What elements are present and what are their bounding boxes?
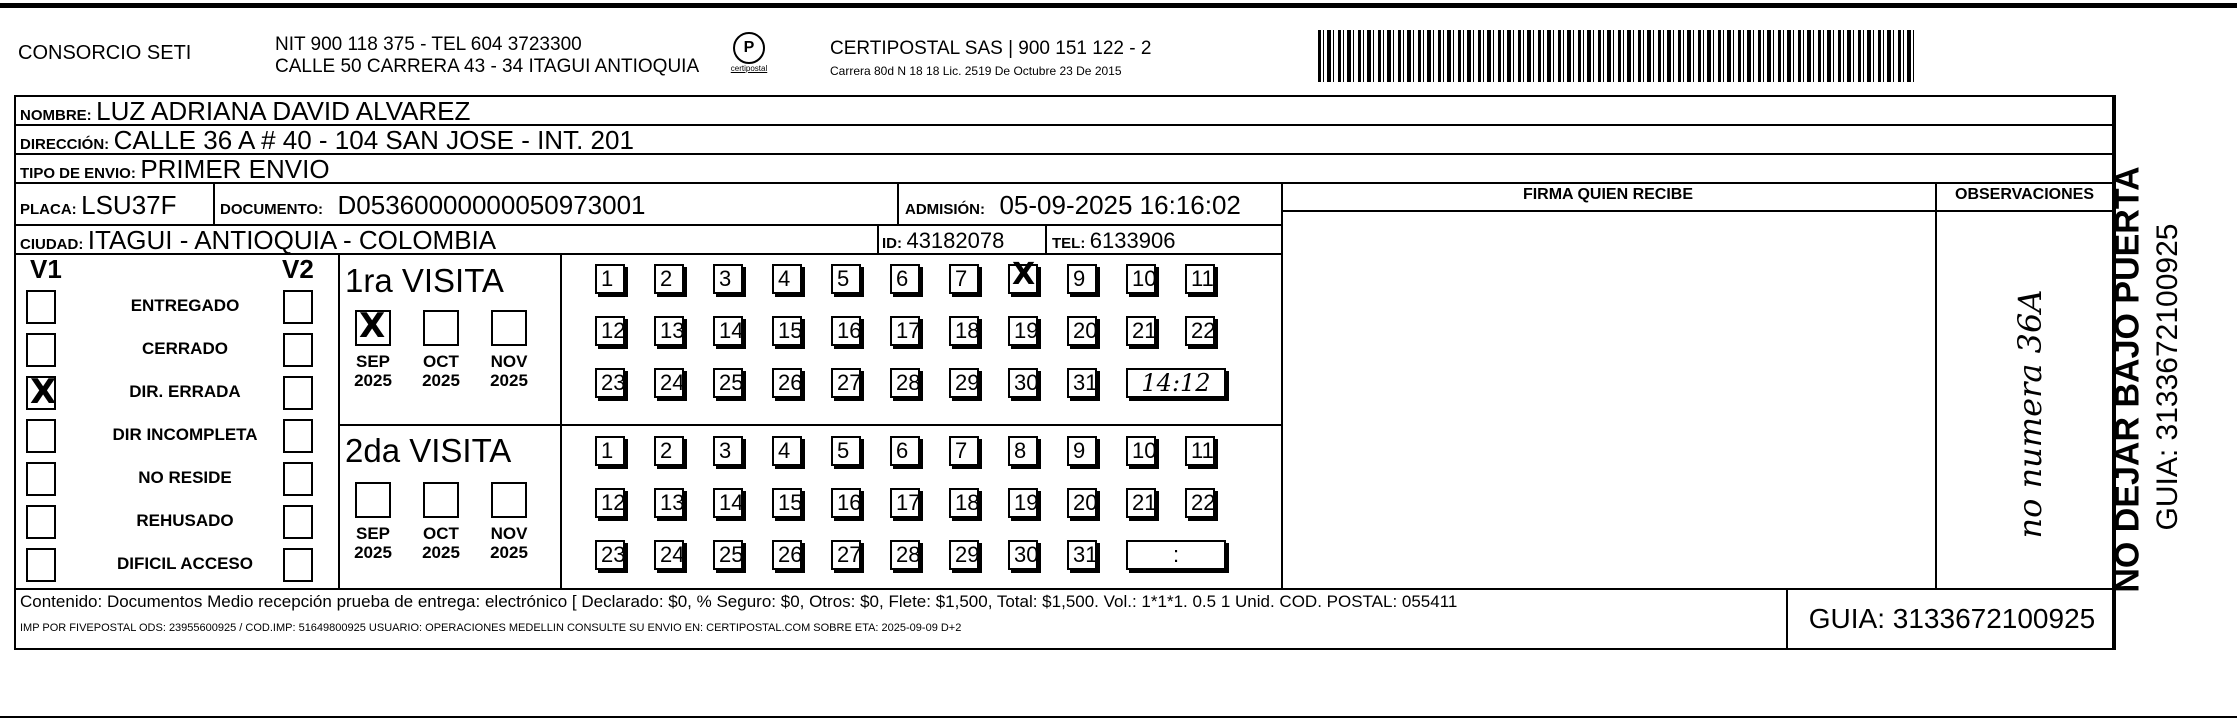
day-box[interactable]: 15 bbox=[772, 316, 802, 346]
day-box[interactable]: 31 bbox=[1067, 540, 1097, 570]
month-checkbox[interactable] bbox=[423, 482, 459, 518]
day-box[interactable]: 30 bbox=[1008, 540, 1038, 570]
v1-label: V1 bbox=[30, 254, 62, 284]
visit1-title: 1ra VISITA bbox=[345, 262, 504, 299]
row-line bbox=[14, 588, 2114, 590]
day-box[interactable]: 18 bbox=[949, 488, 979, 518]
col-line bbox=[877, 224, 879, 253]
documento-row bbox=[220, 190, 646, 221]
top-rule bbox=[0, 3, 2237, 8]
month-year: 2025 bbox=[354, 543, 392, 562]
day-box[interactable]: 7 bbox=[949, 264, 979, 294]
month-label bbox=[416, 524, 466, 562]
month-year: 2025 bbox=[490, 371, 528, 390]
month-year: 2025 bbox=[490, 543, 528, 562]
documento-value: D05360000000050973001 bbox=[337, 190, 646, 220]
month-name: OCT bbox=[423, 352, 459, 371]
month-name: SEP bbox=[355, 352, 391, 371]
col-line bbox=[560, 253, 562, 588]
tipo-row bbox=[20, 154, 330, 185]
day-box[interactable]: 25 bbox=[713, 540, 743, 570]
day-box[interactable]: 31 bbox=[1067, 368, 1097, 398]
tel-value: 6133906 bbox=[1089, 228, 1176, 253]
nombre-row bbox=[20, 96, 470, 127]
company-nit: NIT 900 118 375 - TEL 604 3723300 bbox=[275, 34, 582, 55]
tipo-label: TIPO DE ENVIO: bbox=[20, 165, 136, 182]
v1-checkbox[interactable] bbox=[26, 376, 56, 410]
day-box[interactable]: 16 bbox=[831, 488, 861, 518]
day-x-mark: X bbox=[1012, 257, 1036, 292]
day-box[interactable]: 6 bbox=[890, 436, 920, 466]
direccion-label: DIRECCIÓN: bbox=[20, 136, 110, 153]
day-box[interactable]: 7 bbox=[949, 436, 979, 466]
day-box[interactable]: 17 bbox=[890, 316, 920, 346]
company-name: CONSORCIO SETI bbox=[18, 42, 192, 64]
status-label: ENTREGADO bbox=[130, 296, 240, 315]
time-box[interactable]: 14:12 bbox=[1126, 368, 1226, 398]
admision-row bbox=[905, 190, 1241, 221]
certipostal-logo bbox=[724, 32, 774, 82]
barcode bbox=[1318, 30, 1918, 82]
col-line bbox=[338, 253, 340, 588]
col-line bbox=[1935, 182, 1937, 588]
v1-checkbox[interactable] bbox=[26, 462, 56, 496]
day-box[interactable]: 23 bbox=[595, 540, 625, 570]
day-box[interactable]: 9 bbox=[1067, 436, 1097, 466]
v1-checkbox[interactable] bbox=[26, 290, 56, 324]
v2-checkbox[interactable] bbox=[283, 505, 313, 539]
day-box[interactable]: 12 bbox=[595, 316, 625, 346]
day-box[interactable]: 5 bbox=[831, 264, 861, 294]
day-box[interactable]: 27 bbox=[831, 368, 861, 398]
day-box[interactable]: 18 bbox=[949, 316, 979, 346]
month-checkbox[interactable] bbox=[491, 482, 527, 518]
month-label bbox=[484, 352, 534, 390]
day-box[interactable]: 13 bbox=[654, 488, 684, 518]
day-box[interactable]: 9 bbox=[1067, 264, 1097, 294]
admision-label: ADMISIÓN: bbox=[905, 201, 985, 218]
documento-label: DOCUMENTO: bbox=[220, 201, 324, 218]
month-checkbox[interactable] bbox=[355, 310, 391, 346]
day-box[interactable]: 15 bbox=[772, 488, 802, 518]
row-line bbox=[338, 424, 1281, 426]
day-box[interactable]: 22 bbox=[1185, 316, 1215, 346]
day-box[interactable]: 10 bbox=[1126, 436, 1156, 466]
v2-checkbox[interactable] bbox=[283, 548, 313, 582]
status-label: DIR. ERRADA bbox=[129, 382, 241, 401]
logo-mark: P bbox=[733, 32, 765, 64]
footer-contenido: Contenido: Documentos Medio recepción prueba de entrega: electrónico [ Declarado: $0, % Seguro: $0, Otros: $0, Flete: $1,500, Total: $1,500. Vol.: 1*1*1. 0.5 1 Unid. COD. POSTAL: 055411 bbox=[20, 592, 1458, 611]
month-year: 2025 bbox=[354, 371, 392, 390]
visit2-title: 2da VISITA bbox=[345, 432, 512, 469]
status-label: CERRADO bbox=[142, 339, 228, 358]
id-label: ID: bbox=[882, 235, 902, 252]
day-box[interactable]: 1 bbox=[595, 436, 625, 466]
footer-imp: IMP POR FIVEPOSTAL ODS: 23955600925 / COD.IMP: 51649800925 USUARIO: OPERACIONES MEDELLIN CONSULTE SU ENVIO EN: CERTIPOSTAL.COM SOBRE ETA: 2025-09-09 D+2 bbox=[20, 622, 962, 634]
day-box[interactable]: 4 bbox=[772, 264, 802, 294]
day-box[interactable]: 28 bbox=[890, 540, 920, 570]
v2-checkbox[interactable] bbox=[283, 290, 313, 324]
month-checkbox[interactable] bbox=[355, 482, 391, 518]
day-box[interactable]: 1 bbox=[595, 264, 625, 294]
direccion-value: CALLE 36 A # 40 - 104 SAN JOSE - INT. 201 bbox=[113, 125, 634, 155]
day-box[interactable]: 21 bbox=[1126, 316, 1156, 346]
month-label bbox=[484, 524, 534, 562]
id-row bbox=[882, 228, 1004, 254]
id-value: 43182078 bbox=[906, 228, 1005, 253]
status-label: DIR INCOMPLETA bbox=[112, 425, 258, 444]
month-name: SEP bbox=[355, 524, 391, 543]
row-line bbox=[1281, 210, 2114, 212]
day-box[interactable]: 10 bbox=[1126, 264, 1156, 294]
observation-handwritten: no numera 36A bbox=[2011, 289, 2049, 539]
v2-checkbox[interactable] bbox=[283, 462, 313, 496]
day-box[interactable]: 11 bbox=[1185, 264, 1215, 294]
day-box[interactable]: 19 bbox=[1008, 488, 1038, 518]
day-box[interactable]: 29 bbox=[949, 368, 979, 398]
month-label bbox=[348, 352, 398, 390]
month-year: 2025 bbox=[422, 371, 460, 390]
nombre-label: NOMBRE: bbox=[20, 107, 92, 124]
day-box[interactable]: 22 bbox=[1185, 488, 1215, 518]
col-line bbox=[897, 182, 899, 224]
col-line bbox=[1786, 588, 1788, 650]
signature-header: FIRMA QUIEN RECIBE bbox=[1522, 186, 1694, 203]
day-box[interactable]: 19 bbox=[1008, 316, 1038, 346]
carrier-license: Carrera 80d N 18 18 Lic. 2519 De Octubre 23 De 2015 bbox=[830, 64, 1122, 78]
ciudad-row bbox=[20, 225, 496, 256]
v1-checkbox[interactable] bbox=[26, 505, 56, 539]
day-box[interactable]: 14 bbox=[713, 316, 743, 346]
day-box[interactable]: 5 bbox=[831, 436, 861, 466]
month-name: OCT bbox=[423, 524, 459, 543]
ciudad-label: CIUDAD: bbox=[20, 236, 84, 253]
v2-label: V2 bbox=[282, 254, 314, 284]
nombre-value: LUZ ADRIANA DAVID ALVAREZ bbox=[96, 96, 471, 126]
month-name: NOV bbox=[490, 352, 528, 371]
month-name: NOV bbox=[490, 524, 528, 543]
admision-value: 05-09-2025 16:16:02 bbox=[999, 190, 1241, 220]
day-box[interactable]: 11 bbox=[1185, 436, 1215, 466]
v2-checkbox[interactable] bbox=[283, 333, 313, 367]
day-box[interactable]: 23 bbox=[595, 368, 625, 398]
day-box[interactable]: 28 bbox=[890, 368, 920, 398]
day-box[interactable]: 24 bbox=[654, 368, 684, 398]
placa-row bbox=[20, 190, 177, 221]
tel-row bbox=[1052, 228, 1175, 254]
v1-checkbox[interactable] bbox=[26, 333, 56, 367]
v2-checkbox[interactable] bbox=[283, 376, 313, 410]
day-box[interactable]: 21 bbox=[1126, 488, 1156, 518]
day-box[interactable]: 30 bbox=[1008, 368, 1038, 398]
tel-label: TEL: bbox=[1052, 235, 1086, 252]
day-box[interactable] bbox=[1008, 257, 1038, 294]
status-label: DIFICIL ACCESO bbox=[116, 554, 253, 573]
v1-checkbox[interactable] bbox=[26, 548, 56, 582]
observations-header: OBSERVACIONES bbox=[1955, 186, 2094, 203]
col-line bbox=[1281, 182, 1283, 588]
month-label bbox=[416, 352, 466, 390]
day-box[interactable]: 14 bbox=[713, 488, 743, 518]
day-box[interactable]: 20 bbox=[1067, 316, 1097, 346]
col-line bbox=[213, 182, 215, 224]
day-box[interactable]: 2 bbox=[654, 436, 684, 466]
logo-text: certipostal bbox=[730, 64, 768, 73]
day-box[interactable]: 25 bbox=[713, 368, 743, 398]
month-checkbox[interactable] bbox=[491, 310, 527, 346]
day-box[interactable]: 26 bbox=[772, 368, 802, 398]
day-box[interactable]: 6 bbox=[890, 264, 920, 294]
day-box[interactable]: 27 bbox=[831, 540, 861, 570]
month-checkbox[interactable] bbox=[423, 310, 459, 346]
carrier-name: CERTIPOSTAL SAS | 900 151 122 - 2 bbox=[830, 38, 1152, 59]
side-guia: GUIA: 3133672100925 bbox=[2151, 223, 2184, 531]
footer-guia: GUIA: 3133672100925 bbox=[1808, 603, 2096, 634]
day-box[interactable]: 26 bbox=[772, 540, 802, 570]
company-address: CALLE 50 CARRERA 43 - 34 ITAGUI ANTIOQUIA bbox=[275, 56, 700, 77]
placa-value: LSU37F bbox=[81, 190, 177, 220]
day-box[interactable]: 3 bbox=[713, 436, 743, 466]
day-box[interactable]: 8 bbox=[1008, 436, 1038, 466]
day-box[interactable]: 20 bbox=[1067, 488, 1097, 518]
day-box[interactable]: 3 bbox=[713, 264, 743, 294]
v2-checkbox[interactable] bbox=[283, 419, 313, 453]
ciudad-value: ITAGUI - ANTIOQUIA - COLOMBIA bbox=[87, 225, 497, 255]
direccion-row bbox=[20, 125, 634, 156]
placa-label: PLACA: bbox=[20, 201, 77, 218]
day-box[interactable]: 2 bbox=[654, 264, 684, 294]
v1-checkbox[interactable] bbox=[26, 419, 56, 453]
tipo-value: PRIMER ENVIO bbox=[140, 154, 330, 184]
side-warning: NO DEJAR BAJO PUERTA bbox=[2108, 166, 2147, 593]
status-label: REHUSADO bbox=[136, 511, 234, 530]
day-box[interactable]: 17 bbox=[890, 488, 920, 518]
day-box[interactable]: 29 bbox=[949, 540, 979, 570]
status-label: NO RESIDE bbox=[138, 468, 232, 487]
day-box[interactable]: 12 bbox=[595, 488, 625, 518]
month-label bbox=[348, 524, 398, 562]
day-box[interactable]: 13 bbox=[654, 316, 684, 346]
month-year: 2025 bbox=[422, 543, 460, 562]
day-box[interactable]: 24 bbox=[654, 540, 684, 570]
time-box[interactable]: : bbox=[1126, 540, 1226, 570]
day-box[interactable]: 4 bbox=[772, 436, 802, 466]
col-line bbox=[1045, 224, 1047, 253]
day-box[interactable]: 16 bbox=[831, 316, 861, 346]
